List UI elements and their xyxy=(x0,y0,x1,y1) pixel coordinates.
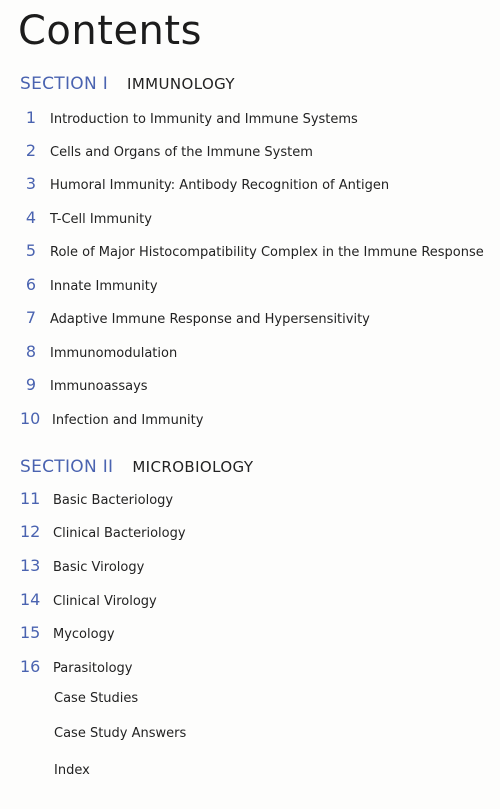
chapter-title: Role of Major Histocompatibility Complex in the Immune Response xyxy=(50,245,484,260)
chapter-title: Cells and Organs of the Immune System xyxy=(50,145,313,160)
back-matter-title: Index xyxy=(54,763,90,778)
chapter-number: 3 xyxy=(25,174,36,193)
toc-entry-case-study-answers[interactable] xyxy=(54,726,186,746)
chapter-title: Parasitology xyxy=(53,661,133,676)
toc-entry[interactable] xyxy=(20,275,158,295)
section-label: SECTION I xyxy=(20,74,109,94)
chapter-number: 12 xyxy=(20,522,41,541)
toc-entry-case-studies[interactable] xyxy=(54,691,138,711)
back-matter-title: Case Studies xyxy=(54,691,139,706)
toc-entry[interactable] xyxy=(20,174,389,194)
chapter-title: Humoral Immunity: Antibody Recognition of Antigen xyxy=(50,178,390,193)
toc-entry[interactable] xyxy=(20,141,313,161)
chapter-title: Clinical Virology xyxy=(53,594,157,609)
chapter-title: Adaptive Immune Response and Hypersensitivity xyxy=(50,312,370,327)
chapter-number: 7 xyxy=(25,308,36,327)
toc-entry[interactable] xyxy=(20,342,177,362)
chapter-title: Clinical Bacteriology xyxy=(53,526,186,541)
chapter-number: 14 xyxy=(20,590,41,609)
toc-entry[interactable] xyxy=(20,623,115,643)
chapter-title: Innate Immunity xyxy=(50,279,158,294)
chapter-number: 15 xyxy=(20,623,41,642)
toc-entry[interactable] xyxy=(20,308,370,328)
page-title: Contents xyxy=(18,8,202,54)
toc-entry[interactable] xyxy=(20,590,157,610)
toc-entry[interactable] xyxy=(20,375,148,395)
chapter-title: Immunoassays xyxy=(50,379,148,394)
chapter-title: Introduction to Immunity and Immune Systems xyxy=(50,112,358,127)
toc-entry[interactable] xyxy=(20,108,358,128)
toc-entry-index[interactable] xyxy=(54,763,90,783)
chapter-title: Basic Virology xyxy=(53,560,145,575)
section-header-microbiology xyxy=(20,457,253,477)
chapter-number: 9 xyxy=(25,375,36,394)
section-title: MICROBIOLOGY xyxy=(132,458,254,476)
section-label: SECTION II xyxy=(20,457,114,477)
chapter-title: Infection and Immunity xyxy=(52,413,204,428)
chapter-title: Basic Bacteriology xyxy=(53,493,174,508)
chapter-title: T-Cell Immunity xyxy=(50,212,152,227)
section-header-immunology xyxy=(20,74,235,94)
chapter-number: 13 xyxy=(20,556,41,575)
section-title: IMMUNOLOGY xyxy=(127,75,235,93)
chapter-number: 4 xyxy=(25,208,36,227)
chapter-number: 5 xyxy=(25,241,36,260)
chapter-number: 2 xyxy=(25,141,36,160)
chapter-number: 11 xyxy=(20,489,41,508)
toc-entry[interactable] xyxy=(20,657,132,677)
toc-entry[interactable] xyxy=(20,556,144,576)
chapter-number: 8 xyxy=(25,342,36,361)
chapter-title: Mycology xyxy=(53,627,115,642)
toc-entry[interactable] xyxy=(20,489,173,509)
toc-entry[interactable] xyxy=(20,241,484,261)
chapter-number: 1 xyxy=(25,108,36,127)
chapter-title: Immunomodulation xyxy=(50,346,178,361)
chapter-number: 6 xyxy=(25,275,36,294)
toc-entry[interactable] xyxy=(20,208,152,228)
chapter-number: 16 xyxy=(20,657,41,676)
chapter-number: 10 xyxy=(20,409,41,428)
back-matter-title: Case Study Answers xyxy=(54,726,187,741)
toc-entry[interactable] xyxy=(20,522,186,542)
toc-entry[interactable] xyxy=(20,409,203,429)
